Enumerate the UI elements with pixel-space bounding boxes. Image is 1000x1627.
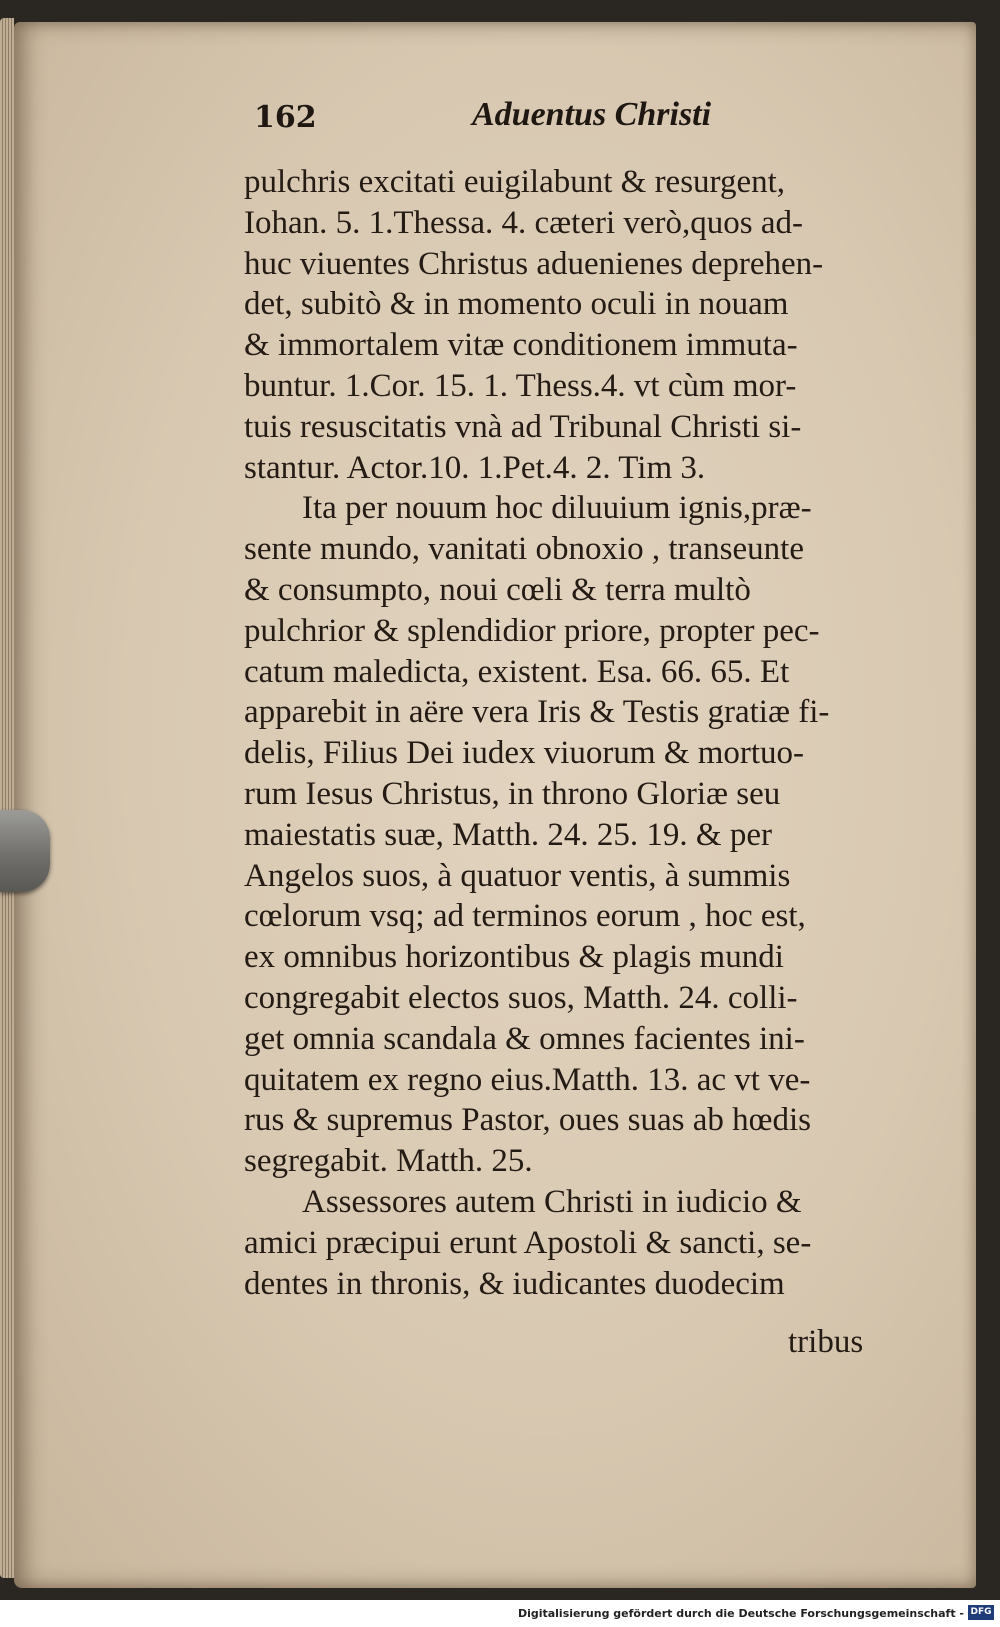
text-line: & immortalem vitæ conditionem immuta- [244,327,798,364]
digitization-credit: Digitalisierung gefördert durch die Deutsche Forschungsgemeinschaft - [517,1607,964,1620]
text-line: pulchrior & splendidior priore, propter pec- [244,612,820,649]
text-line: amici præcipui erunt Apostoli & sancti, se- [244,1224,812,1261]
catchword: tribus [788,1324,864,1360]
text-line: rum Iesus Christus, in throno Gloriæ seu [244,775,781,812]
text-line: pulchris excitati euigilabunt & resurgent, [244,164,786,200]
text-line: get omnia scandala & omnes facientes ini- [244,1020,805,1057]
page-header [14,96,976,160]
text-line: sente mundo, vanitati obnoxio , transeunte [244,531,804,568]
text-line: stantur. Actor.10. 1.Pet.4. 2. Tim 3. [244,449,706,486]
text-line: rus & supremus Pastor, oues suas ab hœdis [244,1102,811,1139]
text-line: tuis resuscitatis vnà ad Tribunal Christi si- [244,408,802,445]
dfg-logo-icon: DFG [968,1605,994,1620]
text-line: delis, Filius Dei iudex viuorum & mortuo- [244,735,805,772]
text-line: quitatem ex regno eius.Matth. 13. ac vt ve- [244,1061,811,1098]
book-page [14,22,976,1588]
footer-bar [0,1600,1000,1627]
text-line: maiestatis suæ, Matth. 24. 25. 19. & per [244,816,772,853]
page-number: 162 [254,100,317,135]
running-head: Aduentus Christi [472,96,712,133]
text-line: Iohan. 5. 1.Thessa. 4. cæteri verò,quos ad- [244,204,804,241]
paragraph-start-line: Assessores autem Christi in iudicio & [302,1183,802,1220]
text-line: catum maledicta, existent. Esa. 66. 65. Et [244,653,790,690]
text-line: ex omnibus horizontibus & plagis mundi [244,939,784,976]
text-line: congregabit electos suos, Matth. 24. colli- [244,979,798,1016]
text-line: segregabit. Matth. 25. [244,1143,533,1180]
book-clasp [0,810,50,892]
text-line: huc viuentes Christus aduenienes deprehen- [244,245,824,282]
text-line: apparebit in aëre vera Iris & Testis gratiæ fi- [244,694,830,731]
text-line: & consumpto, noui cœli & terra multò [244,571,751,608]
paragraph-start-line: Ita per nouum hoc diluuium ignis,præ- [302,490,812,527]
text-line: cœlorum vsq; ad terminos eorum , hoc est, [244,898,806,935]
text-line: Angelos suos, à quatuor ventis, à summis [244,857,791,894]
text-line: det, subitò & in momento oculi in nouam [244,286,789,323]
text-line: buntur. 1.Cor. 15. 1. Thess.4. vt cùm mor- [244,367,797,404]
text-block [244,162,894,1304]
text-line: dentes in thronis, & iudicantes duodecim [244,1265,785,1302]
page-edges [0,18,14,1578]
